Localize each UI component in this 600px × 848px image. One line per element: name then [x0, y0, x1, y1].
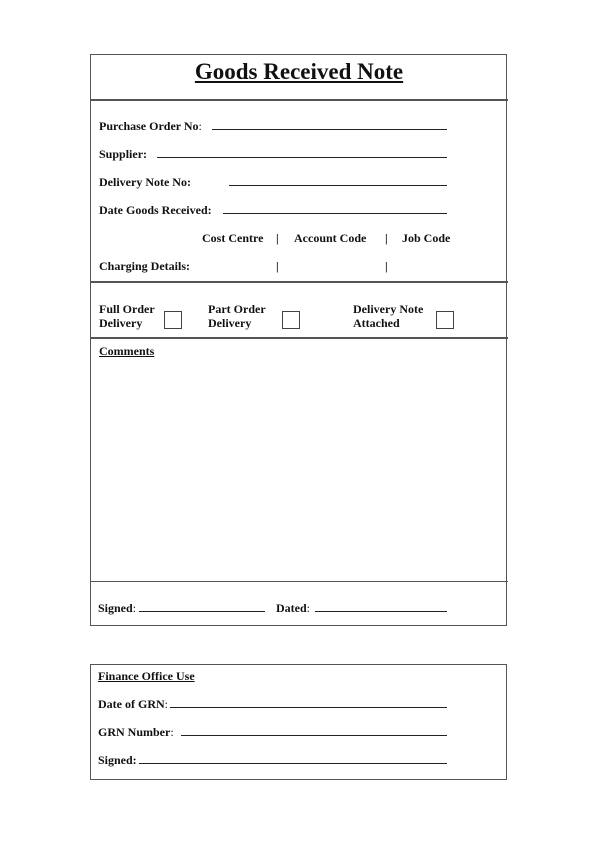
delivery-note-attached-checkbox[interactable] [436, 311, 454, 329]
section-divider-1 [90, 281, 508, 283]
finance-signed-input[interactable] [139, 763, 447, 764]
page-title: Goods Received Note [194, 59, 404, 84]
purchase-order-input[interactable] [212, 129, 447, 130]
date-received-label: Date Goods Received: [99, 203, 212, 217]
full-order-label: Full Order Delivery [99, 302, 155, 330]
column-separator: | [385, 259, 388, 273]
signed-label: Signed: [98, 601, 137, 615]
delivery-note-label: Delivery Note No: [99, 175, 191, 189]
title-divider [90, 99, 508, 101]
purchase-order-label: Purchase Order No: [99, 119, 202, 133]
section-divider-3 [90, 581, 508, 582]
dated-label: Dated: [276, 601, 311, 615]
column-separator: | [385, 231, 388, 245]
full-order-checkbox[interactable] [164, 311, 182, 329]
charging-details-label: Charging Details: [99, 259, 190, 273]
column-separator: | [276, 231, 279, 245]
grn-number-input[interactable] [181, 735, 447, 736]
part-order-label: Part Order Delivery [208, 302, 266, 330]
dated-input[interactable] [315, 611, 447, 612]
comments-label: Comments [99, 344, 155, 358]
supplier-input[interactable] [157, 157, 447, 158]
comments-textarea[interactable] [92, 360, 506, 578]
part-order-checkbox[interactable] [282, 311, 300, 329]
job-code-header: Job Code [402, 231, 451, 245]
date-of-grn-label: Date of GRN: [98, 697, 168, 711]
finance-office-heading: Finance Office Use [98, 669, 195, 683]
delivery-note-attached-label: Delivery Note Attached [353, 302, 424, 330]
signed-input[interactable] [139, 611, 265, 612]
date-of-grn-input[interactable] [170, 707, 447, 708]
supplier-label: Supplier: [99, 147, 148, 161]
cost-centre-header: Cost Centre [202, 231, 264, 245]
account-code-header: Account Code [294, 231, 367, 245]
column-separator: | [276, 259, 279, 273]
grn-number-label: GRN Number: [98, 725, 174, 739]
finance-signed-label: Signed: [98, 753, 137, 767]
section-divider-2 [90, 337, 508, 339]
delivery-note-input[interactable] [229, 185, 447, 186]
date-received-input[interactable] [223, 213, 447, 214]
